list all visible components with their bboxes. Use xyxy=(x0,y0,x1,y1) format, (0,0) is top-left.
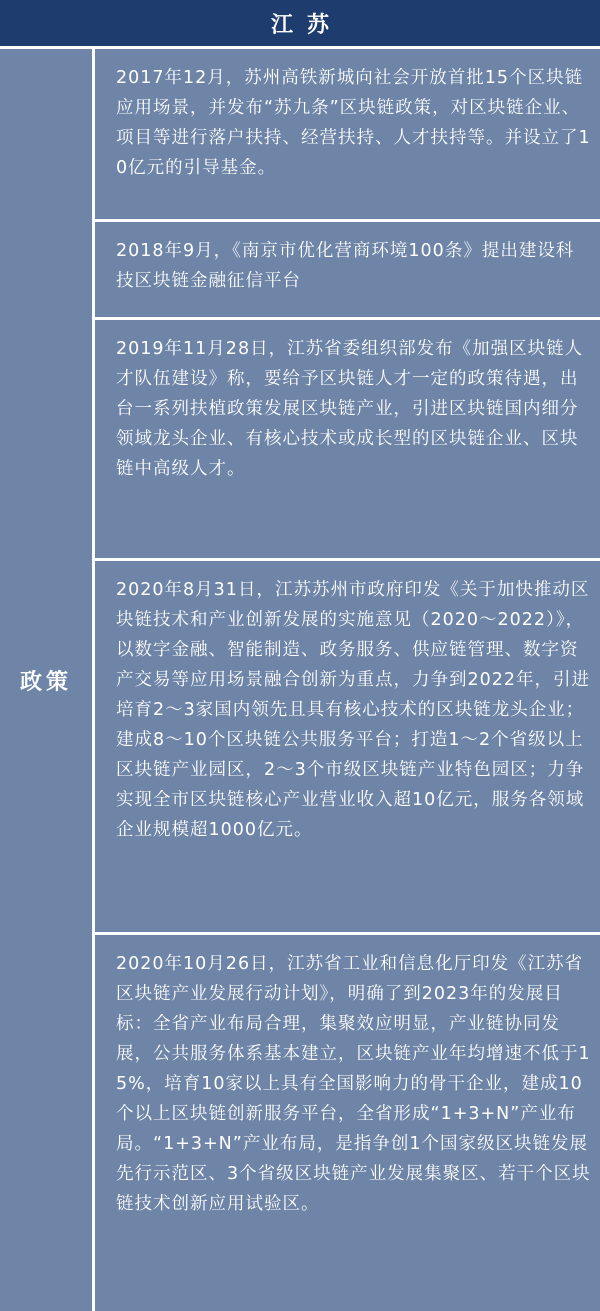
category-label: 政策 xyxy=(19,669,72,695)
province-title: 江苏 xyxy=(270,12,343,38)
policy-row-2017-12: 2017年12月，苏州高铁新城向社会开放首批15个区块链应用场景，并发布“苏九条”区块链政策，对区块链企业、项目等进行落户扶持、经营扶持、人才扶持等。并设立了10亿元的引导基金。 xyxy=(95,49,600,219)
policy-row-2020-10: 2020年10月26日，江苏省工业和信息化厅印发《江苏省区块链产业发展行动计划》，明确了到2023年的发展目标：全省产业布局合理，集聚效应明显，产业链协同发展，公共服务体系基本建立，区块链产业年均增速不低于15%，培育10家以上具有全国影响力的骨干企业，建成10个以上区块链创新服务平台，全省形成“1+3+N”产业布局。“1+3+N”产业布局，是指争创1个国家级区块链发展先行示范区、3个省级区块链产业发展集聚区、若干个区块链技术创新应用试验区。 xyxy=(95,935,600,1311)
policy-row-2019-11: 2019年11月28日，江苏省委组织部发布《加强区块链人才队伍建设》称，要给予区块链人才一定的政策待遇，出台一系列扶植政策发展区块链产业，引进区块链国内细分领域龙头企业、有核心技术或成长型的区块链企业、区块链中高级人才。 xyxy=(95,320,600,558)
table-header xyxy=(0,0,600,46)
policy-rows xyxy=(95,49,600,1311)
policy-row-2020-08: 2020年8月31日，江苏苏州市政府印发《关于加快推动区块链技术和产业创新发展的实施意见（2020～2022）》，以数字金融、智能制造、政务服务、供应链管理、数字资产交易等应用场景融合创新为重点，力争到2022年，引进培育2～3家国内领先且具有核心技术的区块链龙头企业；建成8～10个区块链公共服务平台；打造1～2个省级以上区块链产业园区，2～3个市级区块链产业特色园区；力争实现全市区块链核心产业营业收入超10亿元，服务各领域企业规模超1000亿元。 xyxy=(95,561,600,933)
category-cell xyxy=(0,49,92,1311)
policy-row-2018-09: 2018年9月，《南京市优化营商环境100条》提出建设科技区块链金融征信平台 xyxy=(95,222,600,317)
